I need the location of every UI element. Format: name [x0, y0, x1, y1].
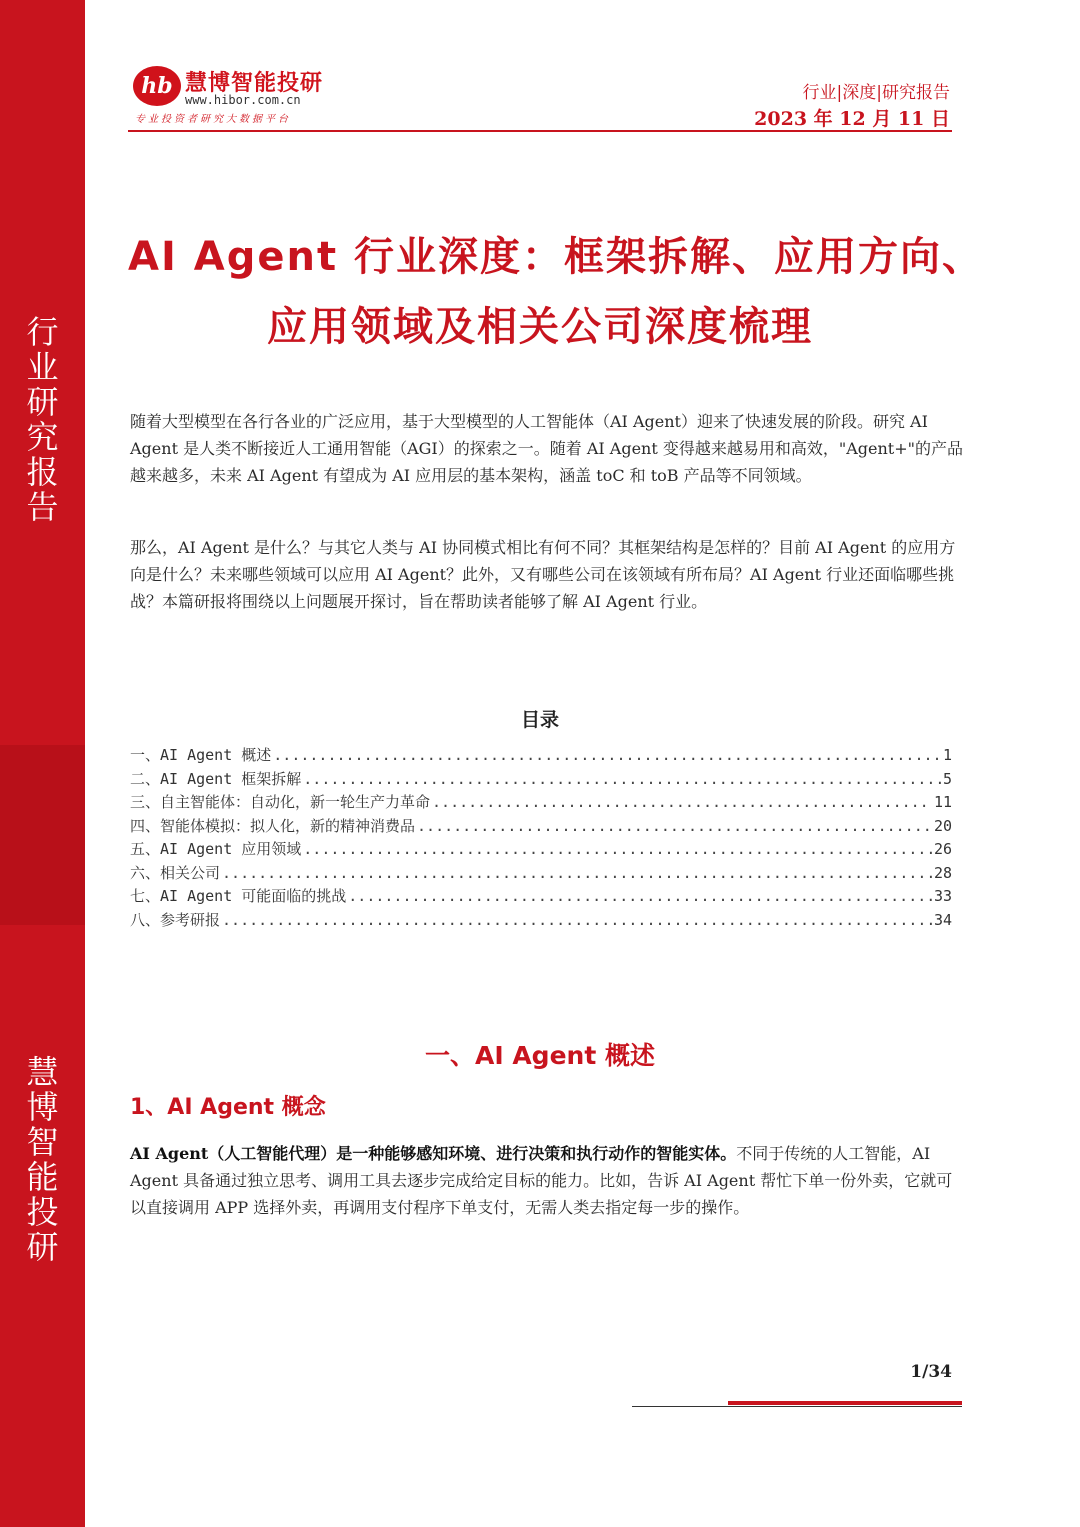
toc-leader-dots	[417, 817, 932, 835]
toc-item-page: 20	[933, 816, 952, 835]
toc-leader-dots	[303, 770, 941, 788]
toc-item[interactable]	[130, 815, 952, 839]
subsection-heading: 1、AI Agent 概念	[130, 1095, 326, 1120]
toc-item-label: 二、AI Agent 框架拆解	[130, 769, 302, 788]
footer-rule-accent	[728, 1401, 962, 1405]
toc-item-label: 七、AI Agent 可能面临的挑战	[130, 887, 347, 905]
toc-item-label: 五、AI Agent 应用领域	[130, 840, 302, 858]
report-title-line-2: 应用领域及相关公司深度梳理	[267, 304, 813, 350]
sidebar	[0, 0, 85, 1527]
toc-item[interactable]	[130, 791, 952, 815]
toc-leader-dots	[432, 793, 932, 811]
toc-leader-dots	[303, 840, 932, 858]
toc-leader-dots	[222, 911, 932, 929]
toc-item-label: 八、参考研报	[130, 910, 221, 929]
toc-item-page: 1	[942, 746, 952, 764]
toc-item[interactable]	[130, 838, 952, 862]
toc-item[interactable]	[130, 862, 952, 886]
toc-item-label: 三、自主智能体：自动化，新一轮生产力革命	[130, 793, 431, 811]
sidebar-stripe	[0, 745, 85, 925]
toc-item-page: 34	[933, 910, 952, 929]
report-title-line-1: AI Agent 行业深度：框架拆解、应用方向、	[128, 234, 985, 280]
toc-item-page: 26	[933, 840, 952, 858]
logo-slogan: 专业投资者研究大数据平台	[135, 114, 291, 125]
footer-rule	[632, 1406, 962, 1407]
table-of-contents	[130, 744, 952, 932]
toc-leader-dots	[348, 887, 932, 905]
toc-item[interactable]	[130, 909, 952, 933]
toc-item-page: 28	[933, 863, 952, 882]
toc-item[interactable]	[130, 768, 952, 792]
header-divider	[128, 130, 952, 132]
page-number: 1/34	[910, 1362, 952, 1382]
concept-detail: 不同于传统的人工智能，AI Agent 具备通过独立思考、调用工具去逐步完成给定目标的能力。比如，告诉 AI Agent 帮忙下单一份外卖，它就可以直接调用 APP 选择外卖，再调用支付程序下单支付，无需人类去指定每一步的操作。	[130, 1144, 953, 1217]
report-type: 行业|深度|研究报告	[802, 83, 950, 103]
toc-item[interactable]	[130, 744, 952, 768]
logo-url: www.hibor.com.cn	[185, 93, 301, 107]
toc-item-label: 六、相关公司	[130, 863, 221, 882]
sidebar-label-bottom: 慧 博 智 能 投 研	[26, 1053, 59, 1266]
section-heading: 一、AI Agent 概述	[424, 1041, 655, 1070]
toc-item-page: 5	[942, 769, 952, 788]
toc-leader-dots	[273, 746, 941, 764]
toc-item[interactable]	[130, 885, 952, 909]
toc-item-page: 11	[933, 793, 952, 811]
concept-definition: AI Agent（人工智能代理）是一种能够感知环境、进行决策和执行动作的智能实体。	[130, 1144, 737, 1163]
logo-name: 慧博智能投研	[185, 71, 324, 96]
report-date: 2023 年 12 月 11 日	[754, 108, 950, 130]
concept-paragraph	[130, 1140, 964, 1221]
sidebar-label-top: 行 业 研 究 报 告	[26, 313, 59, 526]
logo-mark-icon: hb	[133, 66, 181, 106]
toc-item-label: 一、AI Agent 概述	[130, 746, 272, 764]
toc-title: 目录	[520, 709, 559, 731]
toc-leader-dots	[222, 864, 932, 882]
intro-paragraph-1: 随着大型模型在各行各业的广泛应用，基于大型模型的人工智能体（AI Agent）迎来了快速发展的阶段。研究 AI Agent 是人类不断接近人工通用智能（AGI）的探索之一。随着 AI Agent 变得越来越易用和高效，"Agent+"的产品越来越多，未来 AI Agent 有望成为 AI 应用层的基本架构，涵盖 toC 和 toB 产品等不同领域。	[130, 412, 964, 485]
intro-paragraph-2: 那么，AI Agent 是什么？与其它人类与 AI 协同模式相比有何不同？其框架结构是怎样的？目前 AI Agent 的应用方向是什么？未来哪些领域可以应用 AI Agent？此外，又有哪些公司在该领域有所布局？AI Agent 行业还面临哪些挑战？本篇研报将围绕以上问题展开探讨，旨在帮助读者能够了解 AI Agent 行业。	[130, 538, 956, 611]
toc-item-page: 33	[933, 887, 952, 905]
toc-item-label: 四、智能体模拟：拟人化，新的精神消费品	[130, 816, 416, 835]
hibor-logo	[133, 66, 333, 126]
